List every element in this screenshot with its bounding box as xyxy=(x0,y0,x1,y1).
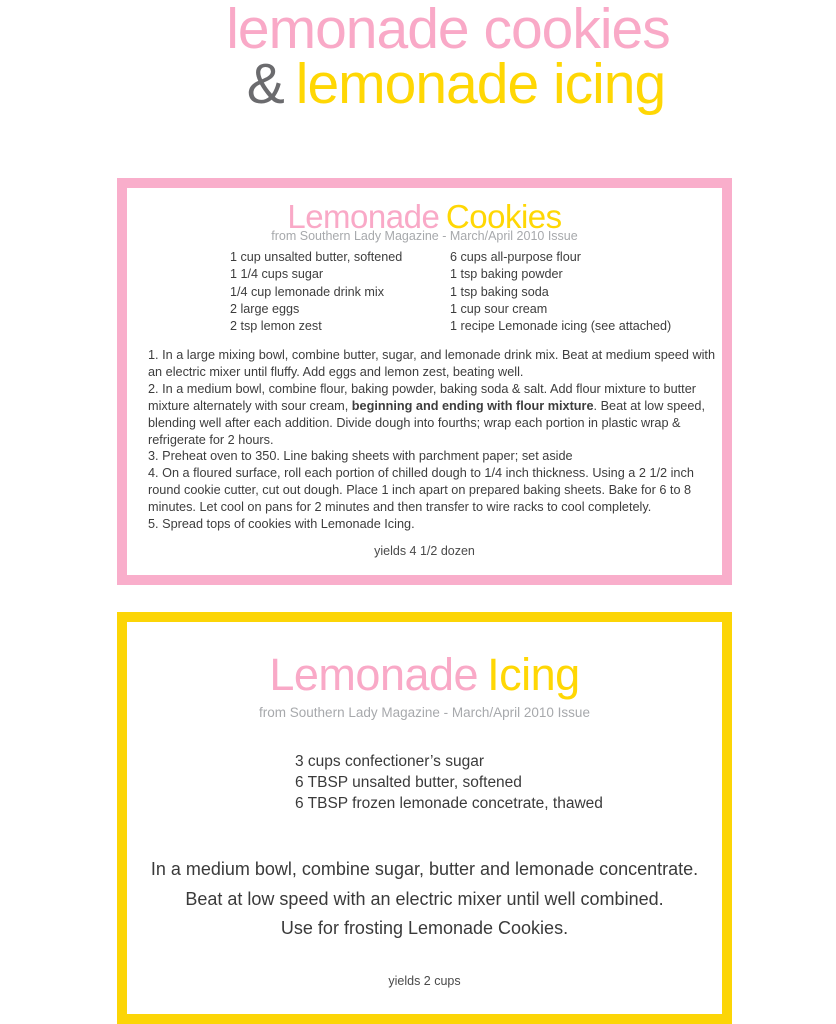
cookies-title-word1: Lemonade xyxy=(287,198,440,235)
cookies-ingredients-column-2 xyxy=(450,249,671,335)
recipe-step xyxy=(148,465,721,516)
ingredient-item: 1 tsp baking powder xyxy=(450,267,563,282)
ingredient-item: 6 TBSP unsalted butter, softened xyxy=(295,774,522,791)
cookies-ingredients xyxy=(230,249,671,335)
icing-title-word2: Icing xyxy=(487,649,580,700)
icing-yield: yields 2 cups xyxy=(388,974,461,988)
instruction-line: In a medium bowl, combine sugar, butter and lemonade concentrate. xyxy=(150,859,699,879)
instruction-line: Use for frosting Lemonade Cookies. xyxy=(280,918,569,938)
ingredient-item: 1 cup sour cream xyxy=(450,301,548,316)
step-text: 3. Preheat oven to 350. Line baking sheets with parchment paper; set aside xyxy=(148,449,573,464)
step-text-bold: beginning and ending with flour mixture xyxy=(351,398,594,413)
step-text: 5. Spread tops of cookies with Lemonade Icing. xyxy=(148,517,415,532)
icing-title-word1: Lemonade xyxy=(269,649,479,700)
instruction-line: Beat at low speed with an electric mixer until well combined. xyxy=(185,888,664,909)
recipe-step xyxy=(148,448,721,465)
step-text: 2. In a medium bowl, combine flour, baking powder, baking soda & salt. Add flour mixture to butter mixture alternately with sour cream, xyxy=(148,381,696,413)
page-title xyxy=(58,0,836,116)
icing-recipe-card xyxy=(117,612,732,1024)
cookies-yield: yields 4 1/2 dozen xyxy=(374,544,475,558)
ingredient-item: 1 cup unsalted butter, softened xyxy=(230,250,403,264)
recipe-step xyxy=(148,516,721,533)
icing-instructions xyxy=(127,855,722,944)
ingredient-item: 6 TBSP frozen lemonade concetrate, thawed xyxy=(295,795,603,812)
cookies-ingredients-column-1 xyxy=(230,249,450,335)
ingredient-item: 1 1/4 cups sugar xyxy=(230,267,324,282)
icing-card-title xyxy=(127,649,722,700)
ingredient-item: 1 tsp baking soda xyxy=(450,284,549,299)
cookies-card-subtitle: from Southern Lady Magazine - March/April 2010 Issue xyxy=(271,229,578,243)
ingredient-item: 2 large eggs xyxy=(230,301,300,316)
page-title-line2-text: lemonade icing xyxy=(295,52,666,116)
step-text: 1. In a large mixing bowl, combine butter, sugar, and lemonade drink mix. Beat at medium speed with an electric mixer until fluffy. Add eggs and lemon zest, beating well. xyxy=(148,348,716,379)
step-text: . Beat at low speed, blending well after each addition. Divide dough into fourths; wrap each portion in plastic wrap & refrigerate for 2 hours. xyxy=(148,398,705,447)
ingredient-item: 1 recipe Lemonade icing (see attached) xyxy=(450,319,672,334)
step-text: 4. On a floured surface, roll each portion of chilled dough to 1/4 inch thickness. Using a 2 1/2 inch round cookie cutter, cut out dough. Place 1 inch apart on prepared baking sheets. Bake for 6 to 8 minutes. Let cool on pans for 2 minutes and then transfer to wire racks to cool completely. xyxy=(148,466,694,515)
cookies-title-word2: Cookies xyxy=(445,198,562,235)
recipe-step xyxy=(148,347,721,381)
ampersand-text: & xyxy=(246,52,284,116)
cookies-instructions xyxy=(148,347,721,533)
ingredient-item: 3 cups confectioner’s sugar xyxy=(295,753,484,770)
icing-card-subtitle: from Southern Lady Magazine - March/April 2010 Issue xyxy=(259,705,590,720)
icing-ingredients xyxy=(295,751,603,814)
recipe-step xyxy=(148,381,721,449)
page-title-line1: lemonade cookies xyxy=(226,0,670,61)
cookies-recipe-card xyxy=(117,178,732,585)
ingredient-item: 1/4 cup lemonade drink mix xyxy=(230,284,385,299)
ingredient-item: 2 tsp lemon zest xyxy=(230,319,322,334)
page-title-line2 xyxy=(58,52,836,116)
ingredient-item: 6 cups all-purpose flour xyxy=(450,250,581,264)
